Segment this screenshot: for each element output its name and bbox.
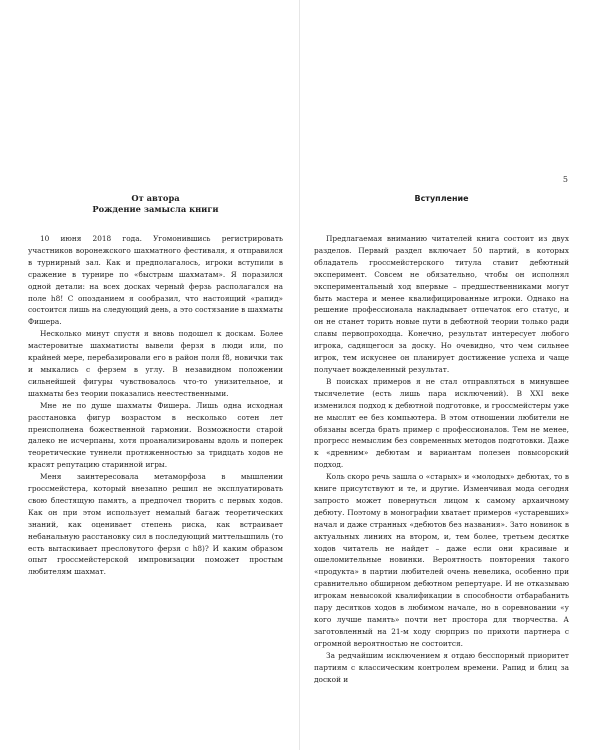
left-page-title: От автора <box>131 193 180 203</box>
book-gutter <box>299 0 300 750</box>
left-page-subtitle: Рождение замысла книги <box>92 204 219 214</box>
left-paragraph-3: Мне не по душе шахматы Фишера. Лишь одна исходная расстановка фигур возрастом в несколько сотен лет преисполнена божественной гармонии. Возможности старой далеко не исчерпаны, хотя проанализированы вдоль и поперек теоретические туннели протяженностью за тридцать ходов не красят репутацию старинной игры. <box>28 400 283 470</box>
page-number: 5 <box>562 175 568 184</box>
right-paragraph-2: В поисках примеров я не стал отправляться в минувшее тысячелетие (есть лишь пара исключений). В XXI веке изменился подход к дебютной подготовке, и гроссмейстеры уже не мыслят ее без компьютера. В этом отношении любители не обязаны всегда брать пример с профессионалов. Тем не менее, прогресс немыслим без современных методов подготовки. Даже к «древним» дебютам и вариантам полезен повысорский подход. <box>314 376 569 470</box>
left-page <box>28 193 283 578</box>
left-paragraph-4: Меня заинтересовала метаморфоза в мышлении гроссмейстера, который внезапно решил не эксплуатировать свою блестящую память, а предпочел творить с первых ходов. Как он при этом использует немалый багаж теоретических знаний, как оценивает степень риска, как встраивает небанальную расстановку сил в последующий миттельшпиль (то есть вытаскивает пресловутого ферзя с h8)? И каким образом опыт гроссмейстерской импровизации поможет простым любителям шахмат. <box>28 472 283 577</box>
right-paragraph-1: Предлагаемая вниманию читателей книга состоит из двух разделов. Первый раздел включает 50 партий, в которых обладатель гроссмейстерского титула ставит дебютный эксперимент. Совсем не обязательно, чтобы он исполнял экспериментальный ход впервые – предшественниками могут быть мастера и менее квалифицированные игроки. Однако на решение профессионала накладывает отпечаток его статус, и он не станет торить новые пути в дебютной теории только ради славы первопроходца. Конечно, результат интересует любого игрока, садящегося за доску. Но очевидно, что чем сильнее игрок, тем искуснее он планирует достижение успеха и чаще получает вожделенный результат. <box>314 234 569 374</box>
right-paragraph-4: За редчайшим исключением я отдаю бесспорный приоритет партиям с классическим контролем времени. Рапид и блиц за доской и <box>314 650 569 684</box>
right-paragraph-3: Коль скоро речь зашла о «старых» и «молодых» дебютах, то в книге присутствуют и те, и другие. Изменчивая мода сегодня запросто может повернуться лицом к самому архаичному дебюту. Поэтому в монографии хватает примеров «устаревших» начал и даже странных «дебютов без названия». Зато новинок в актуальных линиях на втором, и, тем более, третьем десятке ходов читатель не найдет – даже если они красивые и ошеломительные новинки. Вероятность повторения такого «продукта» в партии любителей очень невелика, особенно при сравнительно обширном дебютном репертуаре. И не отказываю игрокам невысокой квалификации в способности отбарабанить пару десятков ходов в любимом начале, но в соревновании «у кого лучше память» почти нет простора для творчества. А заготовленный на 21-м ходу сюрприз по прихоти партнера с огромной вероятностью не состоится. <box>314 472 569 648</box>
right-page-title: Вступление <box>414 194 469 203</box>
right-page <box>314 193 569 685</box>
left-paragraph-1: 10 июня 2018 года. Угомонившись регистрировать участников воронежского шахматного фестиваля, я отправился в турнирный зал. Как и предполагалось, игроки вступили в сражение в турнире по «быстрым шахматам». Я поразился одной детали: на всех досках черный ферзь располагался на поле h8! С опозданием я сообразил, что настоящий «рапид» состоится лишь на следующий день, а это состязание в шахматы Фишера. <box>28 234 283 327</box>
left-paragraph-2: Несколько минут спустя я вновь подошел к доскам. Более мастеровитые шахматисты вывели ферзя в люди или, по крайней мере, перебазировали его в район поля f8, новички так и мыкались с ферзем в углу. В незавидном положении сильнейшей фигуры чувствовалось что-то унизительное, и шахматы без теории показались неестественными. <box>28 329 283 398</box>
